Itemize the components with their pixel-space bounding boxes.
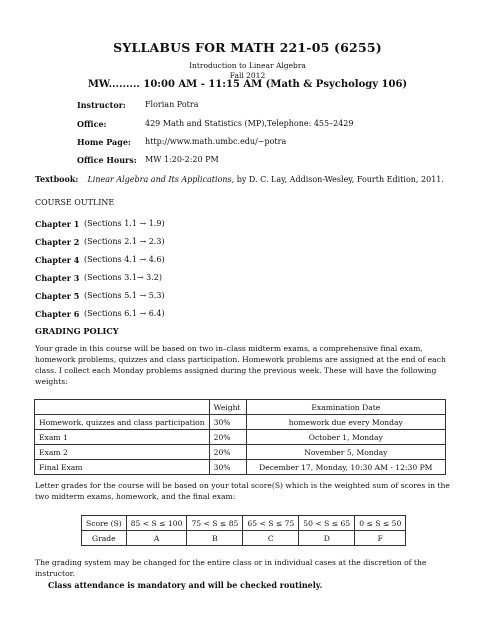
table-cell: Score (S): [82, 516, 127, 531]
table-cell: 0 ≤ S ≤ 50: [355, 516, 406, 531]
table-row: [35, 445, 446, 460]
instructor-label: Instructor:: [77, 100, 126, 110]
office-label: Office:: [77, 119, 107, 129]
homepage-url[interactable]: http://www.math.umbc.edu/∼potra: [145, 137, 287, 146]
table-row: [82, 516, 406, 531]
table-cell: 50 < S ≤ 65: [299, 516, 355, 531]
attendance-note: Class attendance is mandatory and will be checked routinely.: [48, 580, 323, 590]
textbook-label: Textbook:: [35, 174, 79, 184]
table-cell: 65 < S ≤ 75: [243, 516, 299, 531]
table-cell: Final Exam: [35, 460, 210, 475]
table-row: [35, 460, 446, 475]
table-cell: Exam 1: [35, 430, 210, 445]
chapter-label: Chapter 1: [35, 219, 80, 229]
course-subtitle: Introduction to Linear Algebra: [189, 61, 306, 70]
letter-grade-paragraph: Letter grades for the course will be based on your total score(S) which is the weighted sum of scores in the two midterm exams, homework, and the final exam:: [35, 481, 450, 501]
homepage-label: Home Page:: [77, 137, 131, 147]
textbook-title: Linear Algebra and Its Applications,: [87, 175, 235, 184]
chapter-sections: (Sections 5.1 → 5.3): [84, 291, 165, 300]
textbook-line: [35, 174, 444, 184]
table-cell: 30%: [209, 460, 246, 475]
weights-table: [34, 399, 446, 475]
table-cell: 20%: [209, 445, 246, 460]
table-cell: 85 < S ≤ 100: [126, 516, 187, 531]
table-cell: homework due every Monday: [246, 415, 445, 430]
grade-scale-table: [81, 515, 406, 546]
textbook-details: by D. C. Lay, Addison-Wesley, Fourth Edition, 2011.: [236, 175, 444, 184]
chapter-label: Chapter 3: [35, 273, 80, 283]
chapter-label: Chapter 4: [35, 255, 80, 265]
table-cell: Grade: [82, 531, 127, 546]
grading-heading: GRADING POLICY: [35, 326, 119, 336]
office-hours-label: Office Hours:: [77, 155, 137, 165]
table-cell: Exam 2: [35, 445, 210, 460]
table-row: [35, 400, 446, 415]
table-cell: A: [126, 531, 187, 546]
chapter-sections: (Sections 1.1 → 1.9): [84, 219, 165, 228]
table-cell: 20%: [209, 430, 246, 445]
table-cell: 75 < S ≤ 85: [187, 516, 243, 531]
term: Fall 2012: [229, 71, 266, 80]
office-location: 429 Math and Statistics (MP),Telephone: 455–2429: [145, 119, 354, 128]
chapter-label: Chapter 6: [35, 309, 80, 319]
chapter-sections: (Sections 3.1→ 3.2): [84, 273, 163, 282]
outline-heading: COURSE OUTLINE: [35, 198, 115, 207]
table-row: [82, 531, 406, 546]
table-cell: C: [243, 531, 299, 546]
table-cell: November 5, Monday: [246, 445, 445, 460]
grading-paragraph: Your grade in this course will be based on two in–class midterm exams, a comprehensive final exam, homework problems, quizzes and class participation. Homework problems are assigned at the end of each class. I collect each Monday problems assigned during the previous week. These will have the following weights:: [35, 344, 446, 386]
chapter-sections: (Sections 4.1 → 4.6): [84, 255, 165, 264]
table-cell: B: [187, 531, 243, 546]
grading-change-note: The grading system may be changed for the entire class or in individual cases at the discretion of the instructor.: [35, 558, 427, 578]
chapter-sections: (Sections 2.1 → 2.3): [84, 237, 165, 246]
class-schedule: MW......... 10:00 AM - 11:15 AM (Math & Psychology 106): [87, 79, 408, 90]
chapter-sections: (Sections 6.1 → 6.4): [84, 309, 165, 318]
page-title: SYLLABUS FOR MATH 221-05 (6255): [113, 40, 382, 55]
table-cell: October 1, Monday: [246, 430, 445, 445]
table-header-cell: Weight: [209, 400, 246, 415]
chapter-label: Chapter 2: [35, 237, 80, 247]
table-row: [35, 430, 446, 445]
table-row: [35, 415, 446, 430]
table-cell: December 17, Monday, 10:30 AM - 12:30 PM: [246, 460, 445, 475]
table-cell: F: [355, 531, 406, 546]
table-cell: 30%: [209, 415, 246, 430]
table-cell: Homework, quizzes and class participation: [35, 415, 210, 430]
chapter-label: Chapter 5: [35, 291, 80, 301]
table-header-cell: Examination Date: [246, 400, 445, 415]
office-hours: MW 1:20-2:20 PM: [145, 155, 219, 164]
table-cell: D: [299, 531, 355, 546]
instructor-name: Florian Potra: [145, 100, 199, 109]
table-header-cell: [35, 400, 210, 415]
